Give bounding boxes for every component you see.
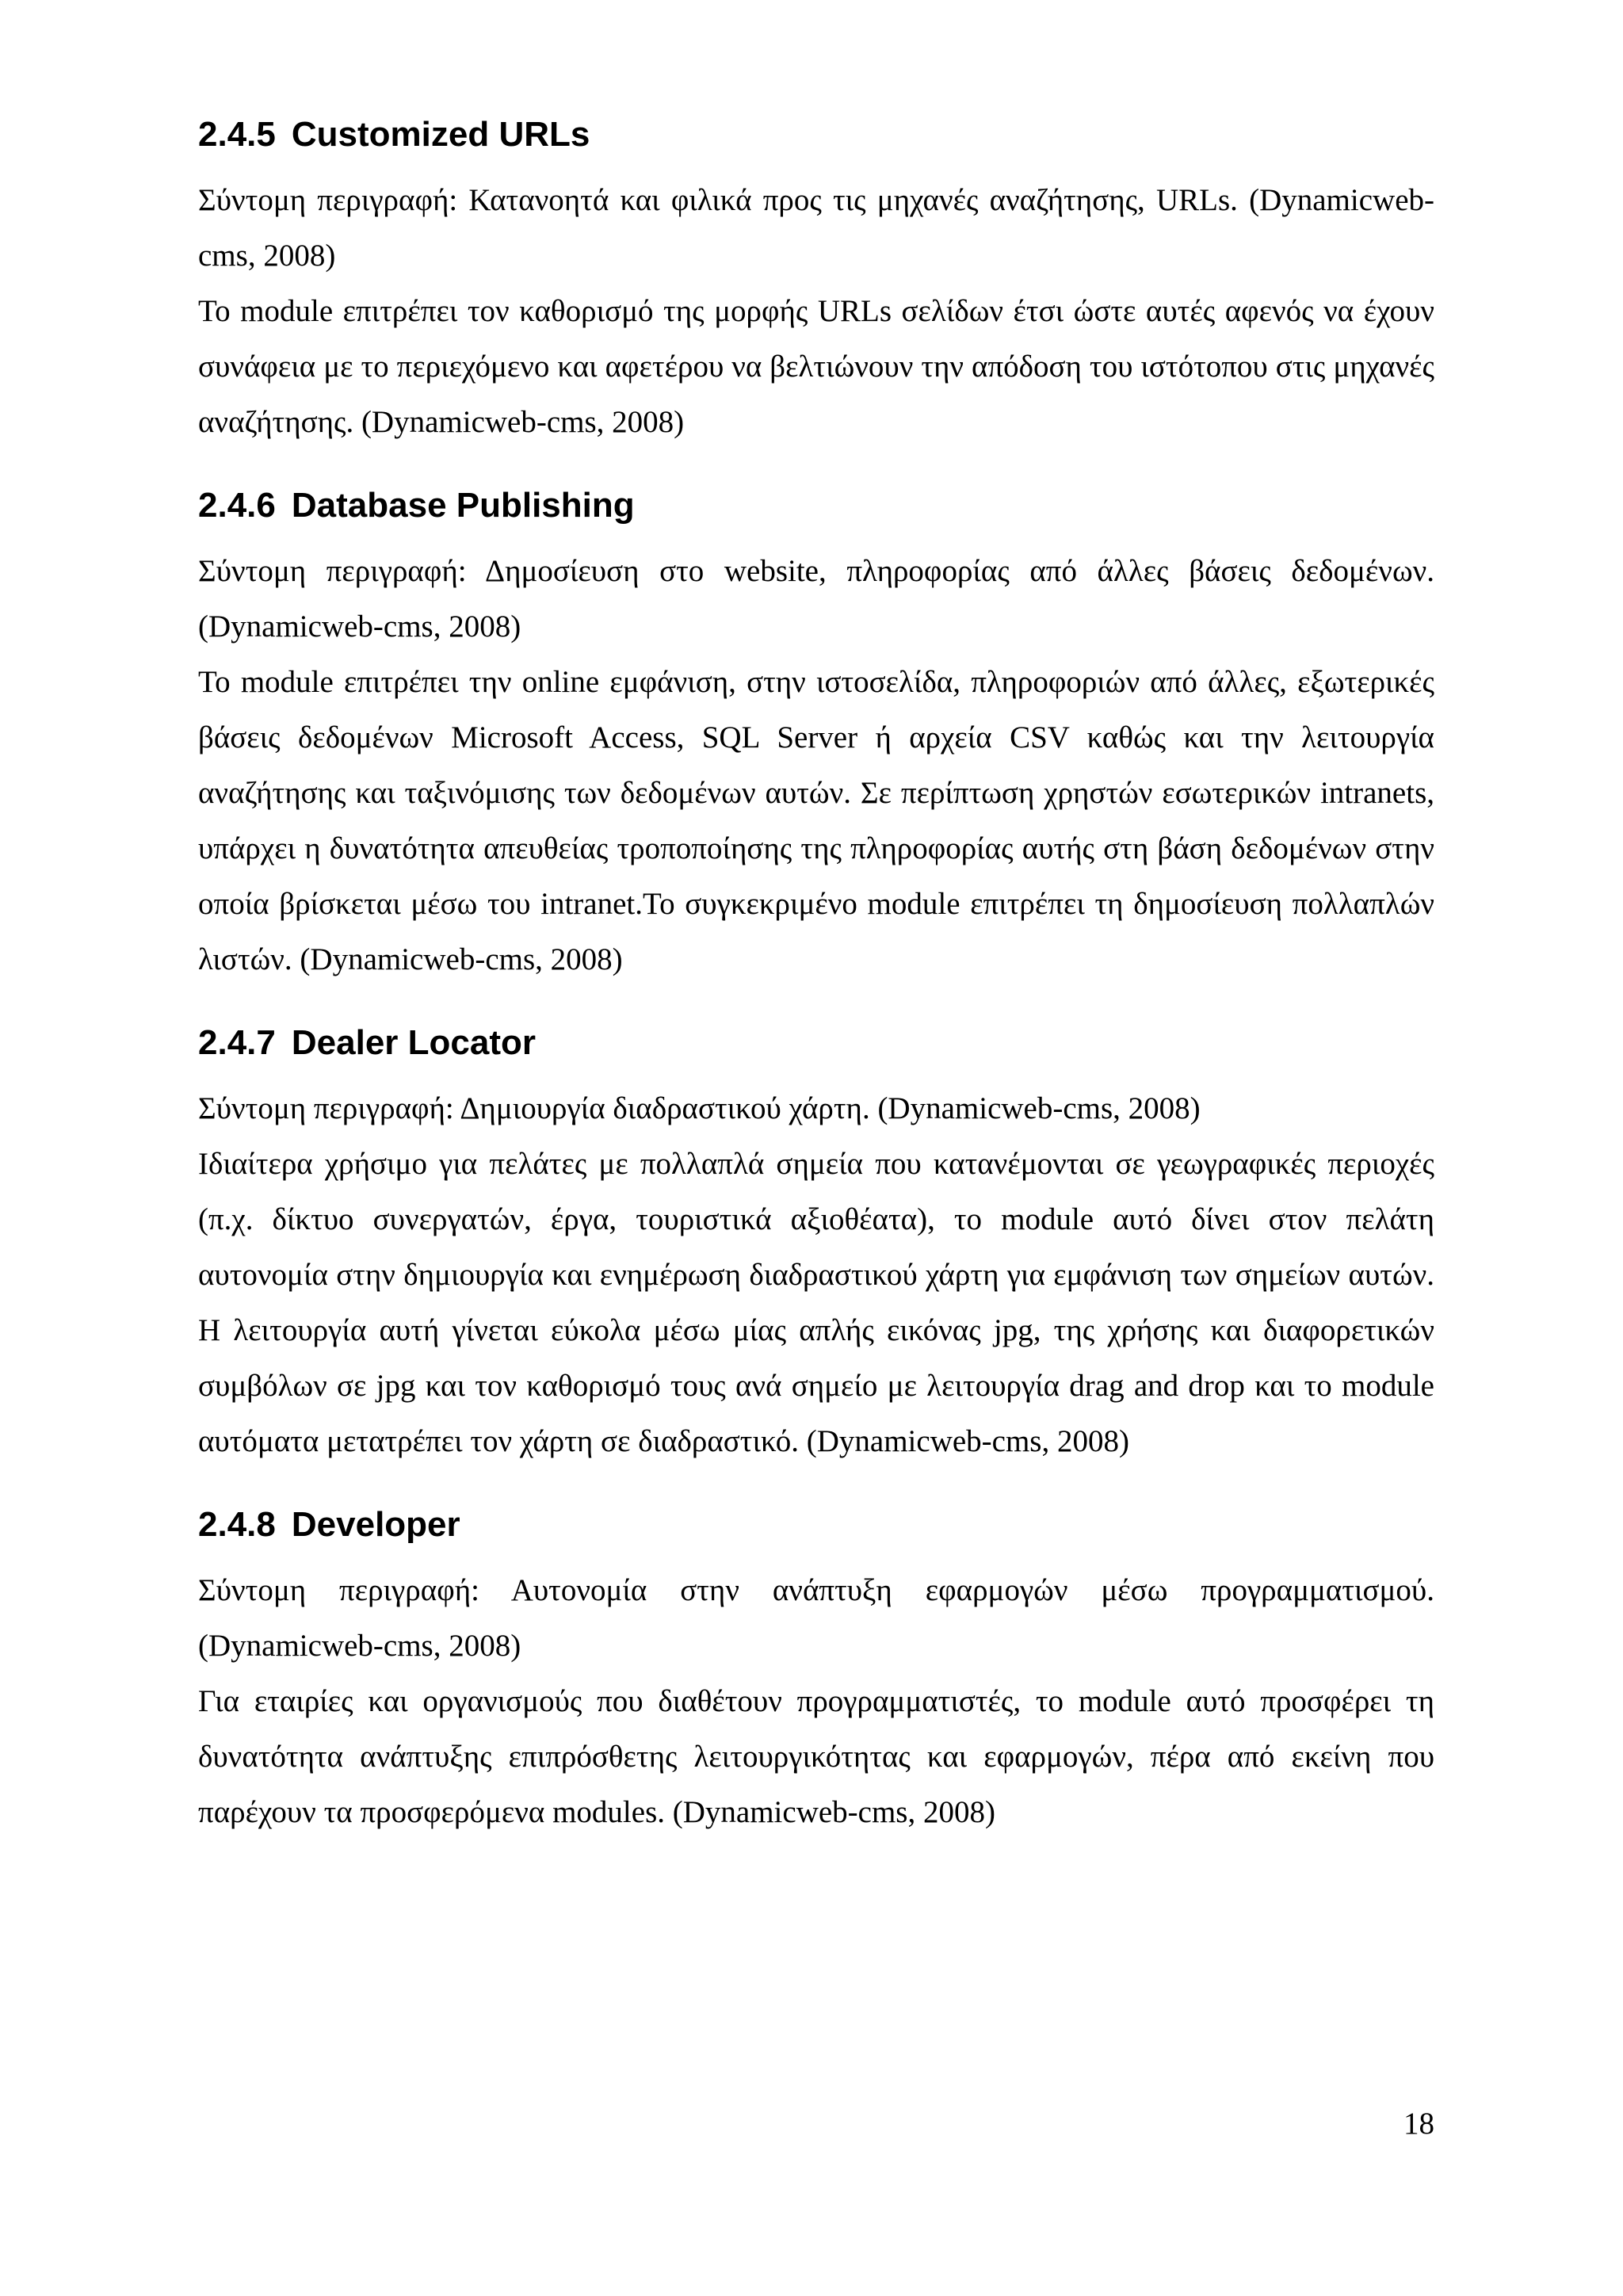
- section-title: Customized URLs: [291, 115, 590, 154]
- section-database-publishing: [198, 482, 1434, 988]
- section-number: 2.4.7: [198, 1023, 276, 1062]
- section-title: Dealer Locator: [291, 1023, 536, 1062]
- short-description: Σύντομη περιγραφή: Αυτονομία στην ανάπτυξη εφαρμογών μέσω προγραμματισμού. (Dynamicweb-cms, 2008): [198, 1573, 1434, 1663]
- section-heading: [198, 111, 1434, 159]
- section-number: 2.4.8: [198, 1505, 276, 1544]
- document-page: [198, 111, 1434, 1840]
- section-number: 2.4.6: [198, 486, 276, 525]
- body-paragraph: Ιδιαίτερα χρήσιμο για πελάτες με πολλαπλά σημεία που κατανέμονται σε γεωγραφικές περιοχές (π.χ. δίκτυο συνεργατών, έργα, τουριστικά αξιοθέατα), το module αυτό δίνει στον πελάτη αυτονομία στην δημιουργία και ενημέρωση διαδραστικού χάρτη για εμφάνιση των σημείων αυτών. Η λειτουργία αυτή γίνεται εύκολα μέσω μίας απλής εικόνας jpg, της χρήσης και διαφορετικών συμβόλων σε jpg και τον καθορισμό τους ανά σημείο με λειτουργία drag and drop και το module αυτόματα μετατρέπει τον χάρτη σε διαδραστικό. (Dynamicweb-cms, 2008): [198, 1147, 1434, 1458]
- short-description: Σύντομη περιγραφή: Δημοσίευση στο website, πληροφορίας από άλλες βάσεις δεδομένων. (Dynamicweb-cms, 2008): [198, 554, 1434, 644]
- section-dealer-locator: [198, 1019, 1434, 1469]
- short-description: Σύντομη περιγραφή: Κατανοητά και φιλικά προς τις μηχανές αναζήτησης, URLs. (Dynamicweb-cms, 2008): [198, 183, 1434, 273]
- section-heading: [198, 1019, 1434, 1067]
- body-paragraph: Το module επιτρέπει την online εμφάνιση, στην ιστοσελίδα, πληροφοριών από άλλες, εξωτερικές βάσεις δεδομένων Microsoft Access, SQL Server ή αρχεία CSV καθώς και την λειτουργία αναζήτησης και ταξινόμισης των δεδομένων αυτών. Σε περίπτωση χρηστών εσωτερικών intranets, υπάρχει η δυνατότητα απευθείας τροποποίησης της πληροφορίας αυτής στη βάση δεδομένων στην οποία βρίσκεται μέσω του intranet.Το συγκεκριμένο module επιτρέπει τη δημοσίευση πολλαπλών λιστών. (Dynamicweb-cms, 2008): [198, 665, 1434, 976]
- section-number: 2.4.5: [198, 115, 276, 154]
- page-number: 18: [1403, 2107, 1434, 2141]
- section-heading: [198, 1501, 1434, 1549]
- section-heading: [198, 482, 1434, 529]
- section-title: Developer: [291, 1505, 460, 1544]
- body-paragraph: Για εταιρίες και οργανισμούς που διαθέτουν προγραμματιστές, το module αυτό προσφέρει τη δυνατότητα ανάπτυξης επιπρόσθετης λειτουργικότητας και εφαρμογών, πέρα από εκείνη που παρέχουν τα προσφερόμενα modules. (Dynamicweb-cms, 2008): [198, 1684, 1434, 1829]
- section-developer: [198, 1501, 1434, 1840]
- section-title: Database Publishing: [291, 486, 635, 525]
- section-customized-urls: [198, 111, 1434, 450]
- short-description: Σύντομη περιγραφή: Δημιουργία διαδραστικού χάρτη. (Dynamicweb-cms, 2008): [198, 1091, 1201, 1125]
- body-paragraph: Το module επιτρέπει τον καθορισμό της μορφής URLs σελίδων έτσι ώστε αυτές αφενός να έχουν συνάφεια με το περιεχόμενο και αφετέρου να βελτιώνουν την απόδοση του ιστότοπου στις μηχανές αναζήτησης. (Dynamicweb-cms, 2008): [198, 294, 1434, 439]
